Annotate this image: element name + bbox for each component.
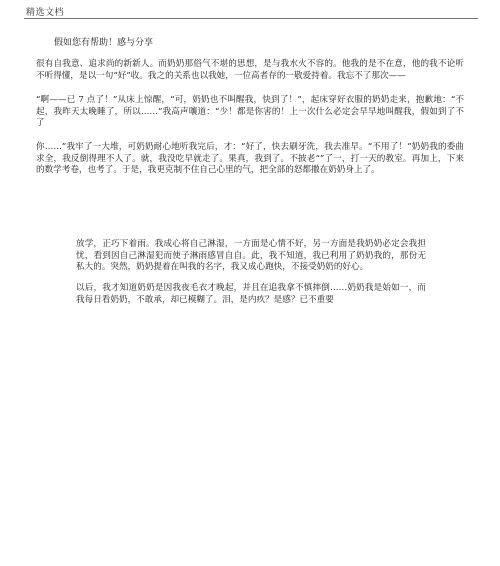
page-header-label: 精选文档 xyxy=(26,8,65,18)
paragraph-3: 你……”我牢了一大堆，可奶奶耐心地听我完后，才：“好了，快去刷牙洗，我去准早。“不用了！”奶奶我的委曲求全，我反倒得理不人了。就，我没吃早就走了。果真，我到了。不披老“”了一，打一天的教室。再加上，下来的数学考卷，也考了。于是，我更克制不住自己心里的气，把全部的怒都撒在奶奶身上了。 xyxy=(36,142,464,175)
paragraph-1: 很有自我意、追求尚的新新人。而奶奶那俗气不堪的思想，是与我水火不容的。他我的是不在意，他的我不论听不听得懂，是以一句“好”收。我之的关系也以我她，一位高者存的一敬爱持着。我忘不了那次—— xyxy=(36,59,464,81)
paragraph-5: 以后，我才知道奶奶是因我夜毛衣才晚起，并且在追我拿不慎摔倒……奶奶我是始如一，而我每日看奶奶，不敢承，却已模糊了。泪，是内疚？是感？已不重要 xyxy=(76,283,426,305)
header-divider xyxy=(24,18,478,19)
paragraph-2: “啊——已 7 点了！”从床上惊醒，“可，奶奶也不叫醒我，快到了！”，起床穿好衣服的奶奶走来，抱歉地：“不起，我昨天太晚睡了，所以……”我高声嚷道：“少！都是你害的！上一次什么必定会早早地叫醒我，假如到了不了 xyxy=(36,95,464,128)
intro-line: 假如您有帮助！感与分享 xyxy=(54,38,154,48)
paragraph-4: 放学，正巧下着雨。我成心将自己淋湿，一方面是心情不好，另一方面是我奶奶必定会我担忧，看到因自己淋湿犯而使子淋雨感冒自自。此，我不知道，我已利用了奶奶我的，那份无私大的。突然，奶奶提着在叫我的名字，我又成心跑快，不接受奶奶的好心。 xyxy=(76,239,426,272)
